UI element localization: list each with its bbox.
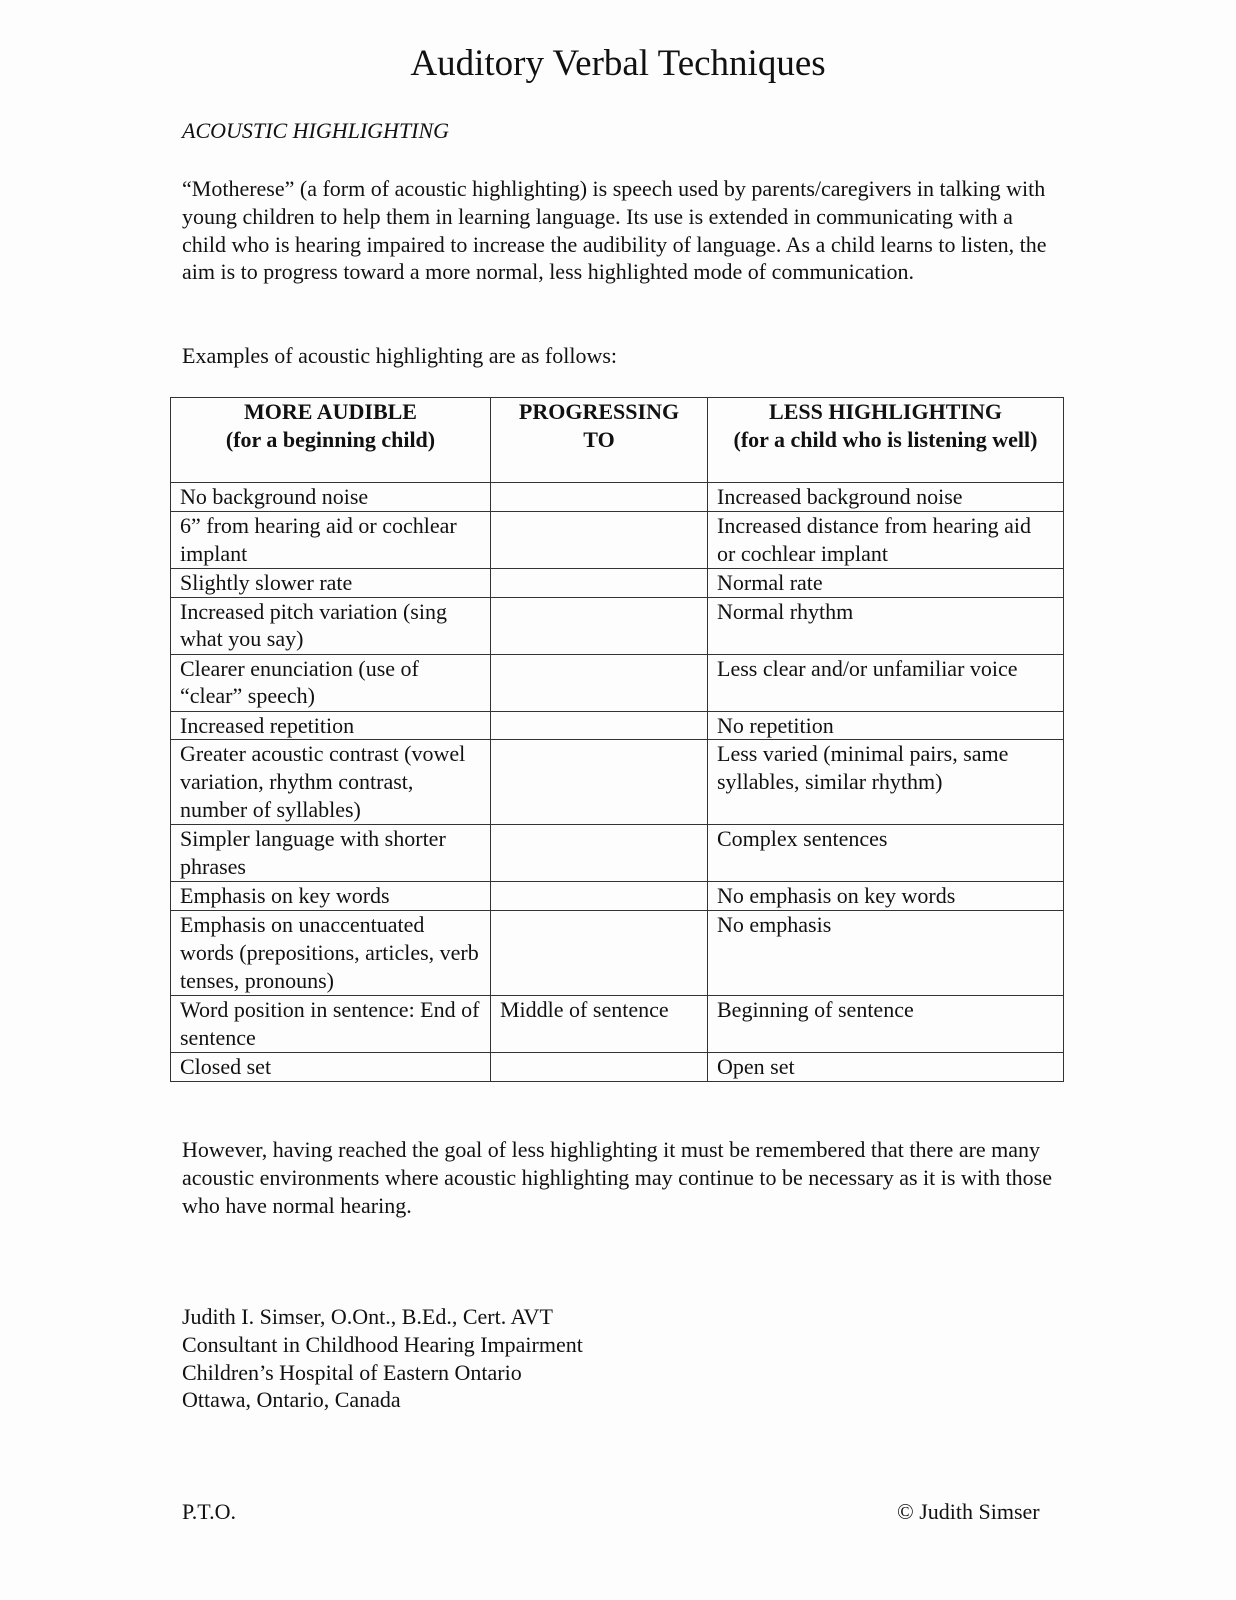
- table-row: [171, 911, 1064, 996]
- more-audible-cell: Greater acoustic contrast (vowel variation, rhythm contrast, number of syllables): [171, 740, 491, 825]
- section-heading: ACOUSTIC HIGHLIGHTING: [182, 118, 450, 143]
- table-row: [171, 511, 1064, 568]
- table-row: [171, 882, 1064, 911]
- signature-line: Ottawa, Ontario, Canada: [182, 1387, 401, 1413]
- progressing-cell: [491, 654, 708, 711]
- less-highlighting-cell: Normal rhythm: [708, 597, 1064, 654]
- less-highlighting-cell: Less clear and/or unfamiliar voice: [708, 654, 1064, 711]
- more-audible-cell: Emphasis on unaccentuated words (prepositions, articles, verb tenses, pronouns): [171, 911, 491, 996]
- progressing-cell: Middle of sentence: [491, 996, 708, 1053]
- less-highlighting-cell: Less varied (minimal pairs, same syllables, similar rhythm): [708, 740, 1064, 825]
- less-highlighting-cell: No emphasis: [708, 911, 1064, 996]
- more-audible-cell: Word position in sentence: End of sentence: [171, 996, 491, 1053]
- author-signature: [182, 1303, 583, 1414]
- table-row: [171, 654, 1064, 711]
- table-row: [171, 1053, 1064, 1082]
- signature-line: Consultant in Childhood Hearing Impairment: [182, 1331, 583, 1357]
- progressing-cell: [491, 568, 708, 597]
- header-less-highlighting: LESS HIGHLIGHTING (for a child who is listening well): [708, 398, 1064, 483]
- table-row: [171, 740, 1064, 825]
- progressing-cell: [491, 597, 708, 654]
- table-row: [171, 568, 1064, 597]
- progressing-cell: [491, 740, 708, 825]
- pto-note: P.T.O.: [182, 1499, 236, 1524]
- less-highlighting-cell: Beginning of sentence: [708, 996, 1064, 1053]
- more-audible-cell: Increased pitch variation (sing what you say): [171, 597, 491, 654]
- header-more-audible: MORE AUDIBLE (for a beginning child): [171, 398, 491, 483]
- techniques-table: [170, 397, 1064, 1082]
- progressing-cell: [491, 825, 708, 882]
- more-audible-cell: Increased repetition: [171, 711, 491, 740]
- progressing-cell: [491, 483, 708, 512]
- copyright-notice: © Judith Simser: [897, 1499, 1040, 1524]
- more-audible-cell: No background noise: [171, 483, 491, 512]
- less-highlighting-cell: Increased background noise: [708, 483, 1064, 512]
- more-audible-cell: Emphasis on key words: [171, 882, 491, 911]
- more-audible-cell: Clearer enunciation (use of “clear” speech): [171, 654, 491, 711]
- more-audible-cell: Simpler language with shorter phrases: [171, 825, 491, 882]
- less-highlighting-cell: No repetition: [708, 711, 1064, 740]
- intro-paragraph: “Motherese” (a form of acoustic highlighting) is speech used by parents/caregivers in talking with young children to help them in learning language. Its use is extended in communicating with a child who is hearing impaired to increase the audibility of language. As a child learns to listen, the aim is to progress toward a more normal, less highlighted mode of communication.: [182, 176, 1047, 285]
- header-progressing-to: PROGRESSING TO: [491, 398, 708, 483]
- table-header-row: [171, 398, 1064, 483]
- more-audible-cell: 6” from hearing aid or cochlear implant: [171, 511, 491, 568]
- less-highlighting-cell: Increased distance from hearing aid or cochlear implant: [708, 511, 1064, 568]
- progressing-cell: [491, 511, 708, 568]
- progressing-cell: [491, 1053, 708, 1082]
- progressing-cell: [491, 711, 708, 740]
- table-row: [171, 996, 1064, 1053]
- less-highlighting-cell: Normal rate: [708, 568, 1064, 597]
- page-title: Auditory Verbal Techniques: [410, 43, 826, 84]
- less-highlighting-cell: Complex sentences: [708, 825, 1064, 882]
- more-audible-cell: Slightly slower rate: [171, 568, 491, 597]
- table-row: [171, 483, 1064, 512]
- table-row: [171, 825, 1064, 882]
- examples-intro: Examples of acoustic highlighting are as follows:: [182, 343, 618, 368]
- progressing-cell: [491, 882, 708, 911]
- more-audible-cell: Closed set: [171, 1053, 491, 1082]
- signature-line: Judith I. Simser, O.Ont., B.Ed., Cert. AVT: [182, 1304, 553, 1329]
- less-highlighting-cell: No emphasis on key words: [708, 882, 1064, 911]
- progressing-cell: [491, 911, 708, 996]
- table-row: [171, 597, 1064, 654]
- less-highlighting-cell: Open set: [708, 1053, 1064, 1082]
- signature-line: Children’s Hospital of Eastern Ontario: [182, 1359, 522, 1385]
- closing-paragraph: However, having reached the goal of less highlighting it must be remembered that there are many acoustic environments where acoustic highlighting may continue to be necessary as it is with those who have normal hearing.: [182, 1137, 1053, 1218]
- table-row: [171, 711, 1064, 740]
